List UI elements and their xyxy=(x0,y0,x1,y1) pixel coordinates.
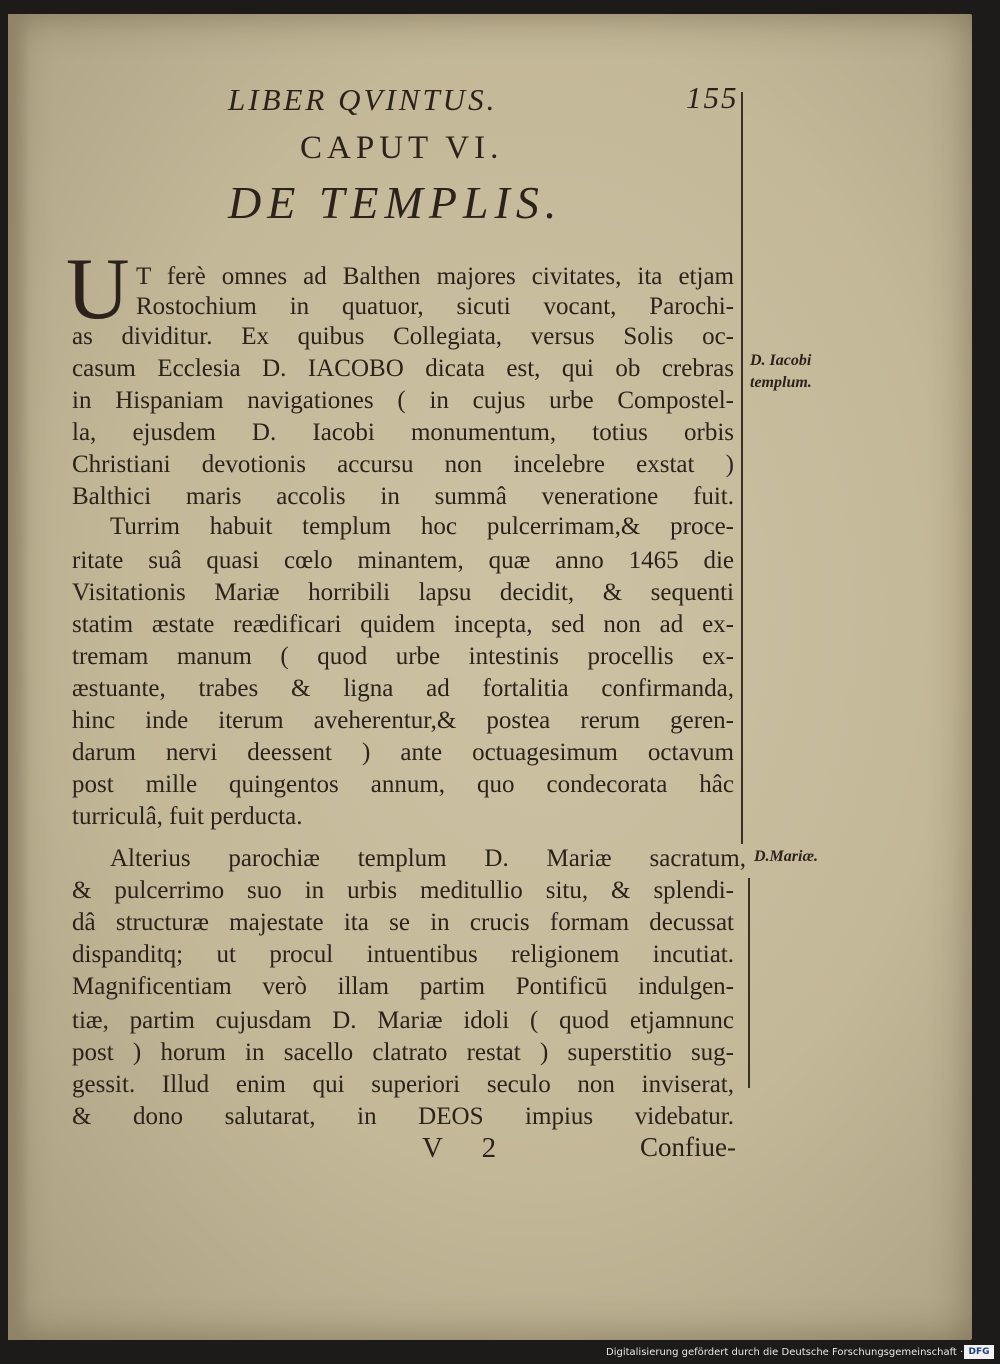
margin-note-jacobi: D. Iacobi templum. xyxy=(750,352,812,391)
text-line: ritate suâ quasi cœlo minantem, quæ anno 1465 die xyxy=(72,547,734,574)
text-line: hinc inde iterum aveherentur,& postea rerum geren- xyxy=(72,707,734,734)
text-line: T ferè omnes ad Balthen majores civitates, ita etjam xyxy=(136,263,734,290)
text-line: as dividitur. Ex quibus Collegiata, versus Solis oc- xyxy=(72,323,734,350)
text-line: darum nervi deessent ) ante octuagesimum octavum xyxy=(72,739,734,766)
text-line: dâ structuræ majestate ita se in crucis formam decussat xyxy=(72,909,734,936)
text-line: tremam manum ( quod urbe intestinis procellis ex- xyxy=(72,643,734,670)
text-line: Turrim habuit templum hoc pulcerrimam,& proce- xyxy=(110,513,734,540)
page-number: 155 xyxy=(686,80,739,115)
drop-cap: U xyxy=(66,241,130,338)
margin-rule-lower xyxy=(748,878,750,1088)
text-line: & pulcerrimo suo in urbis meditullio situ, & splendi- xyxy=(72,877,734,904)
page-gutter-shadow xyxy=(8,14,30,1340)
text-line: & dono salutarat, in DEOS impius videbatur. xyxy=(72,1103,734,1130)
text-line: turriculâ, fuit perducta. xyxy=(72,803,303,830)
text-line: dispanditq; ut procul intuentibus religionem incutiat. xyxy=(72,941,734,968)
text-line: casum Ecclesia D. IACOBO dicata est, qui ob crebras xyxy=(72,355,734,382)
footer-credit: Digitalisierung gefördert durch die Deutsche Forschungsgemeinschaft · xyxy=(606,1347,964,1358)
text-line: Visitationis Mariæ horribili lapsu decidit, & sequenti xyxy=(72,579,734,606)
text-line: statim æstate reædificari quidem incepta, sed non ad ex- xyxy=(72,611,734,638)
text-line: Balthici maris accolis in summâ veneratione fuit. xyxy=(72,483,734,510)
page-title: DE TEMPLIS. xyxy=(228,177,563,228)
catchword: Confiue- xyxy=(640,1132,736,1162)
text-line: æstuante, trabes & ligna ad fortalitia confirmanda, xyxy=(72,675,734,702)
chapter-heading: CAPUT VI. xyxy=(300,130,504,166)
text-line: Rostochium in quatuor, sicuti vocant, Parochi- xyxy=(136,293,734,320)
text-line: post ) horum in sacello clatrato restat ) superstitio sug- xyxy=(72,1039,734,1066)
text-line: gessit. Illud enim qui superiori seculo non inviserat, xyxy=(72,1071,734,1098)
text-line: in Hispaniam navigationes ( in cujus urbe Compostel- xyxy=(72,387,734,414)
text-line: Alterius parochiæ templum D. Mariæ sacratum, xyxy=(110,845,746,872)
margin-rule-upper xyxy=(741,92,743,844)
margin-note-mariae: D.Mariæ. xyxy=(754,848,819,865)
dfg-logo: DFG xyxy=(964,1345,994,1359)
signature-mark: V 2 xyxy=(422,1132,513,1164)
text-line: post mille quingentos annum, quo condecorata hâc xyxy=(72,771,734,798)
running-head: LIBER QVINTUS. xyxy=(228,82,498,117)
text-line: tiæ, partim cujusdam D. Mariæ idoli ( quod etjamnunc xyxy=(72,1007,734,1034)
text-line: la, ejusdem D. Iacobi monumentum, totius orbis xyxy=(72,419,734,446)
text-line: Magnificentiam verò illam partim Pontificū indulgen- xyxy=(72,973,734,1000)
text-line: Christiani devotionis accursu non incelebre exstat ) xyxy=(72,451,734,478)
